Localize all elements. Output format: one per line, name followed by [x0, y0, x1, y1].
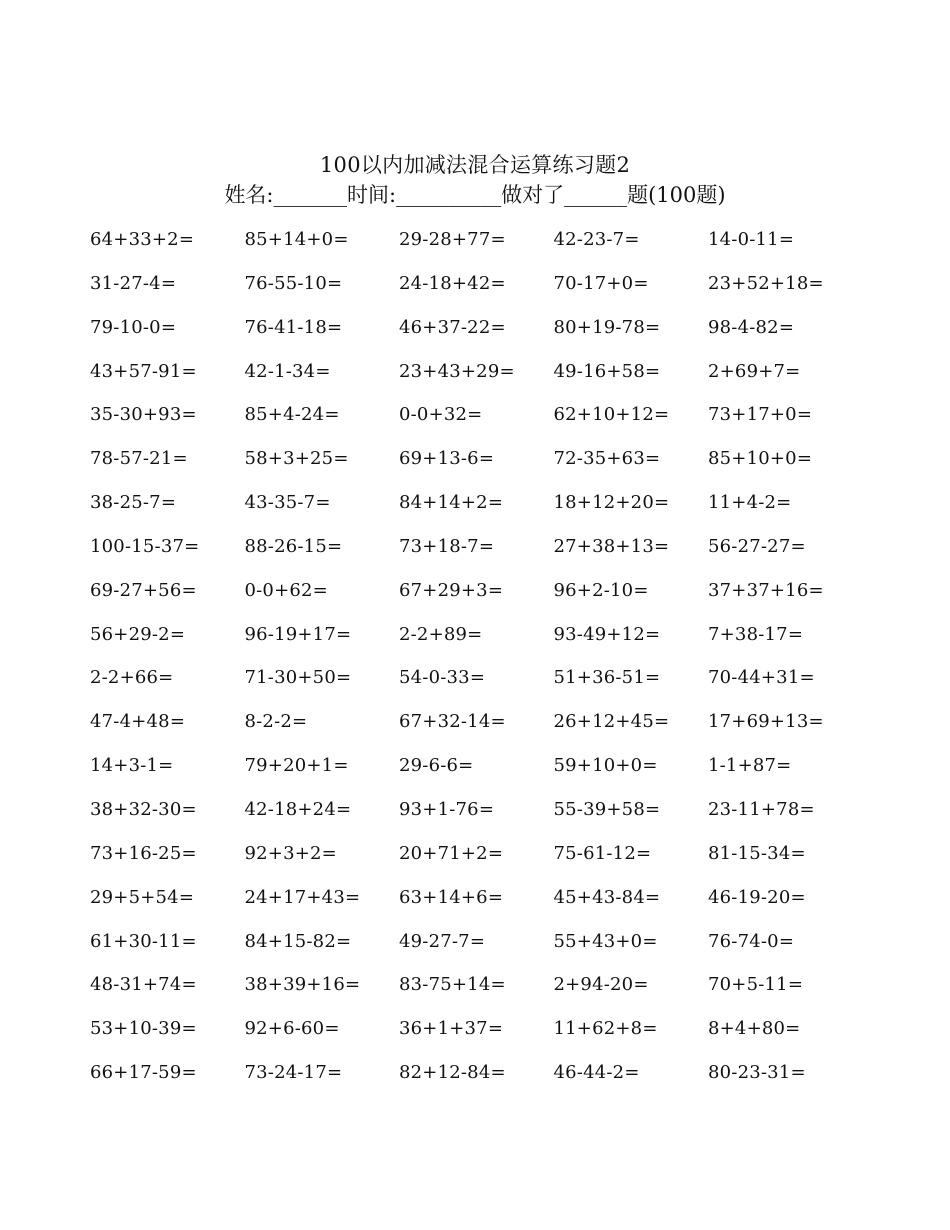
problem-item: 51+36-51= — [553, 667, 661, 689]
problem-item: 63+14+6= — [399, 886, 504, 908]
problem-item: 49-27-7= — [399, 930, 486, 952]
problem-item: 55+43+0= — [553, 930, 658, 952]
problem-item: 46-19-20= — [708, 886, 806, 908]
problem-grid — [90, 226, 838, 1103]
problem-item: 67+32-14= — [399, 711, 506, 733]
problem-item: 38+39+16= — [244, 974, 361, 996]
problem-item: 81-15-34= — [708, 842, 806, 864]
worksheet-title: 100以内加减法混合运算练习题2 — [319, 153, 631, 177]
problem-item: 56-27-27= — [708, 535, 806, 557]
problem-item: 88-26-15= — [244, 535, 343, 557]
problem-item: 7+38-17= — [708, 623, 804, 645]
problem-item: 62+10+12= — [553, 404, 670, 426]
problem-item: 42-18+24= — [244, 798, 352, 820]
problem-item: 24-18+42= — [399, 272, 506, 294]
problem-item: 56+29-2= — [90, 623, 186, 645]
problem-item: 98-4-82= — [708, 316, 795, 338]
problem-item: 23+52+18= — [708, 272, 824, 294]
problem-item: 82+12-84= — [399, 1062, 506, 1084]
problem-item: 2-2+89= — [399, 623, 483, 645]
problem-item: 78-57-21= — [90, 448, 188, 470]
problem-item: 20+71+2= — [399, 842, 504, 864]
problem-item: 93-49+12= — [553, 623, 661, 645]
problem-item: 46+37-22= — [399, 316, 506, 338]
problem-item: 24+17+43= — [244, 886, 361, 908]
problem-item: 48-31+74= — [90, 974, 197, 996]
problem-item: 85+10+0= — [708, 448, 813, 470]
problem-item: 85+4-24= — [244, 404, 340, 426]
problem-item: 72-35+63= — [553, 448, 661, 470]
problem-item: 47-4+48= — [90, 711, 186, 733]
problem-item: 8-2-2= — [244, 711, 308, 733]
problem-item: 53+10-39= — [90, 1018, 197, 1040]
problem-item: 84+15-82= — [244, 930, 352, 952]
problem-item: 43-35-7= — [244, 492, 331, 514]
problem-item: 67+29+3= — [399, 579, 504, 601]
problem-item: 92+6-60= — [244, 1018, 340, 1040]
problem-item: 76-55-10= — [244, 272, 343, 294]
problem-item: 73+18-7= — [399, 535, 495, 557]
problem-item: 69-27+56= — [90, 579, 197, 601]
problem-item: 2+69+7= — [708, 360, 801, 382]
problem-item: 100-15-37= — [90, 535, 200, 557]
problem-item: 31-27-4= — [90, 272, 177, 294]
problem-item: 43+57-91= — [90, 360, 197, 382]
problem-item: 96+2-10= — [553, 579, 649, 601]
problem-item: 49-16+58= — [553, 360, 661, 382]
problem-item: 29+5+54= — [90, 886, 195, 908]
problem-item: 59+10+0= — [553, 755, 658, 777]
problem-item: 17+69+13= — [708, 711, 824, 733]
problem-item: 45+43-84= — [553, 886, 661, 908]
problem-item: 76-74-0= — [708, 930, 795, 952]
problem-item: 37+37+16= — [708, 579, 824, 601]
problem-item: 73+17+0= — [708, 404, 813, 426]
problem-item: 80+19-78= — [553, 316, 661, 338]
student-info-line: 姓名:_______时间:__________做对了______题(100题) — [224, 183, 726, 207]
problem-item: 73+16-25= — [90, 842, 197, 864]
problem-item: 42-1-34= — [244, 360, 331, 382]
problem-item: 2+94-20= — [553, 974, 649, 996]
problem-item: 75-61-12= — [553, 842, 652, 864]
problem-item: 14+3-1= — [90, 755, 174, 777]
problem-item: 23-11+78= — [708, 798, 815, 820]
problem-item: 76-41-18= — [244, 316, 343, 338]
problem-item: 92+3+2= — [244, 842, 337, 864]
problem-item: 35-30+93= — [90, 404, 197, 426]
problem-item: 84+14+2= — [399, 492, 504, 514]
problem-item: 61+30-11= — [90, 930, 197, 952]
problem-item: 1-1+87= — [708, 755, 792, 777]
problem-item: 71-30+50= — [244, 667, 352, 689]
problem-item: 69+13-6= — [399, 448, 495, 470]
problem-item: 18+12+20= — [553, 492, 670, 514]
problem-item: 79-10-0= — [90, 316, 177, 338]
problem-item: 58+3+25= — [244, 448, 349, 470]
problem-item: 70-17+0= — [553, 272, 649, 294]
problem-item: 0-0+32= — [399, 404, 483, 426]
problem-item: 26+12+45= — [553, 711, 670, 733]
problem-item: 83-75+14= — [399, 974, 506, 996]
problem-item: 38+32-30= — [90, 798, 197, 820]
problem-item: 42-23-7= — [553, 229, 640, 250]
problem-item: 85+14+0= — [244, 229, 349, 250]
problem-item: 93+1-76= — [399, 798, 495, 820]
problem-item: 29-28+77= — [399, 229, 506, 250]
problem-item: 80-23-31= — [708, 1062, 806, 1084]
problem-item: 73-24-17= — [244, 1062, 343, 1084]
problem-item: 23+43+29= — [399, 360, 515, 382]
problem-item: 11+4-2= — [708, 492, 792, 514]
problem-item: 66+17-59= — [90, 1062, 197, 1084]
problem-item: 96-19+17= — [244, 623, 352, 645]
problem-item: 46-44-2= — [553, 1062, 640, 1084]
problem-item: 38-25-7= — [90, 492, 177, 514]
problem-item: 11+62+8= — [553, 1018, 658, 1040]
problem-item: 29-6-6= — [399, 755, 474, 777]
problem-item: 70+5-11= — [708, 974, 804, 996]
problem-item: 64+33+2= — [90, 229, 195, 250]
problem-item: 79+20+1= — [244, 755, 349, 777]
problem-item: 54-0-33= — [399, 667, 486, 689]
problem-item: 27+38+13= — [553, 535, 670, 557]
problem-item: 36+1+37= — [399, 1018, 504, 1040]
problem-item: 8+4+80= — [708, 1018, 801, 1040]
problem-item: 0-0+62= — [244, 579, 328, 601]
problem-item: 2-2+66= — [90, 667, 174, 689]
problem-item: 55-39+58= — [553, 798, 661, 820]
problem-item: 14-0-11= — [708, 229, 795, 250]
problem-item: 70-44+31= — [708, 667, 815, 689]
